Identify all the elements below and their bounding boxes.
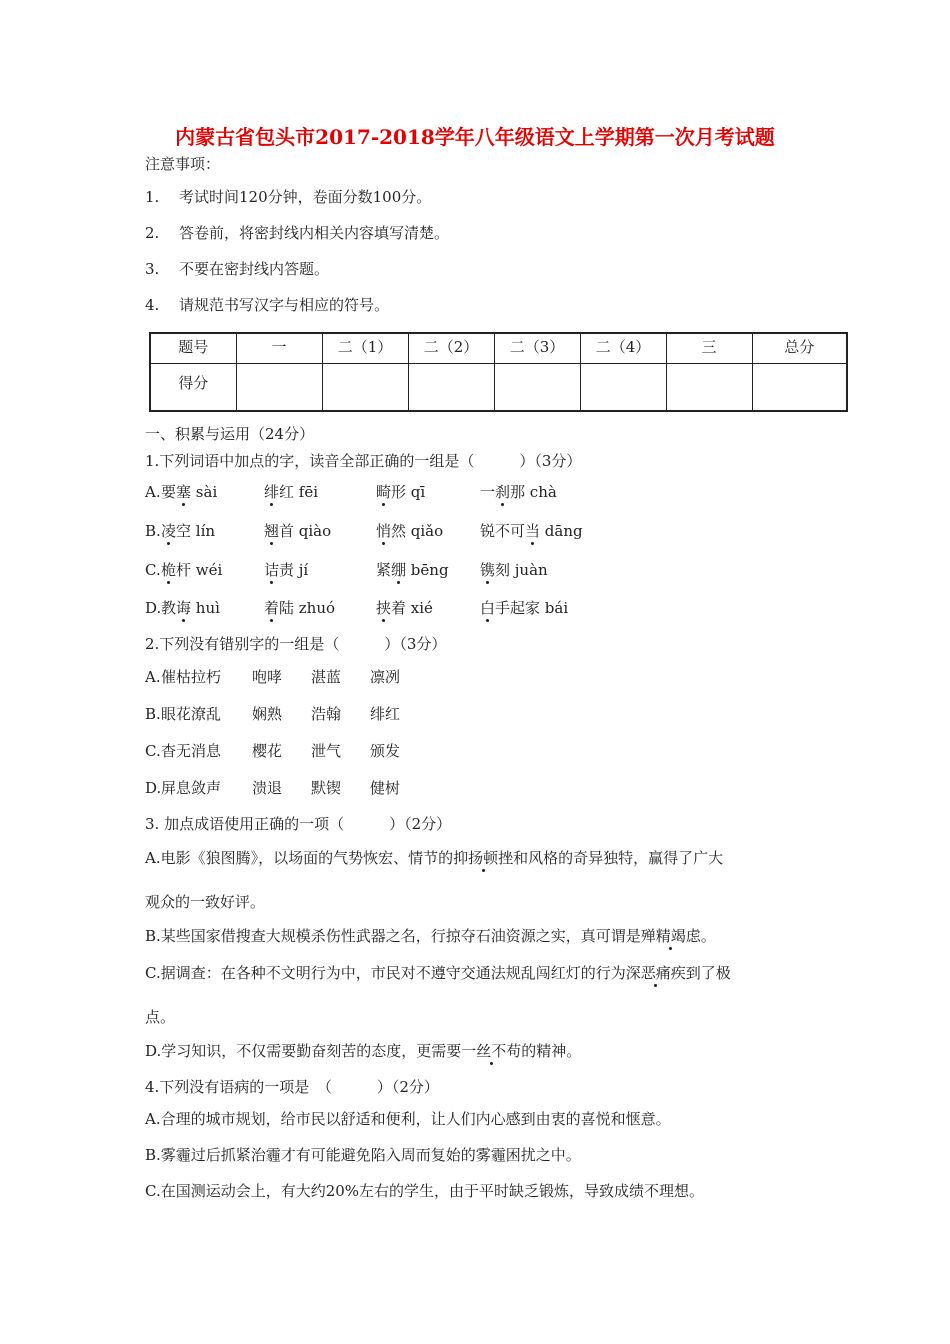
option-item: 凌空 lín: [161, 522, 216, 540]
option-label: B.: [145, 522, 161, 540]
q4-option-b: B.雾霾过后抓紧治霾才有可能避免陷入周而复始的雾霾困扰之中。: [145, 1146, 581, 1164]
score-cell[interactable]: [236, 363, 322, 411]
option-item: 畸形 qī: [376, 483, 426, 501]
table-header-cell: 二（3）: [494, 333, 580, 363]
option-item: 着陆 zhuó: [264, 599, 336, 617]
option-item: 绯红: [370, 705, 401, 723]
option-item: 樱花: [252, 742, 283, 760]
option-label: A.: [145, 668, 161, 686]
question-1-stem: 1.下列词语中加点的字，读音全部正确的一组是（ ）（3分）: [145, 452, 582, 470]
option-item: 悄然 qiǎo: [376, 522, 444, 540]
question-4-stem: 4.下列没有语病的一项是 （ ）（2分）: [145, 1078, 439, 1096]
option-label: D.: [145, 599, 162, 617]
option-item: 一刹那 chà: [480, 483, 557, 501]
table-header-cell: 题号: [150, 333, 236, 363]
q4-option-a: A.合理的城市规划，给市民以舒适和便利，让人们内心感到由衷的喜悦和惬意。: [145, 1110, 671, 1128]
q3-option-a: A.电影《狼图腾》，以场面的气势恢宏、情节的抑扬顿挫和风格的奇异独特，赢得了广大: [145, 849, 724, 867]
option-item: 锐不可当 dāng: [480, 522, 583, 540]
notice-item: 1. 考试时间120分钟，卷面分数100分。: [145, 188, 432, 206]
option-item: 镌刻 juàn: [480, 561, 548, 579]
option-label: B.: [145, 705, 161, 723]
question-3-stem: 3. 加点成语使用正确的一项（ ）（2分）: [145, 815, 452, 833]
option-label: A.: [145, 483, 161, 501]
option-item: 颁发: [370, 742, 401, 760]
page-title: 内蒙古省包头市2017-2018学年八年级语文上学期第一次月考试题: [175, 125, 775, 149]
q3-option-c-continued: 点。: [145, 1008, 176, 1026]
table-row-label: 得分: [150, 363, 236, 411]
option-item: 桅杆 wéi: [161, 561, 223, 579]
table-header-cell: 总分: [752, 333, 847, 363]
q3-option-b: B.某些国家借搜查大规模杀伤性武器之名，行掠夺石油资源之实，真可谓是殚精竭虑。: [145, 927, 716, 945]
table-header-cell: 一: [236, 333, 322, 363]
option-item: 咆哮: [252, 668, 283, 686]
table-header-cell: 二（2）: [408, 333, 494, 363]
option-item: 眼花潦乱: [161, 705, 222, 723]
option-item: 健树: [370, 779, 401, 797]
option-item: 屏息敛声: [161, 779, 222, 797]
notice-item: 3. 不要在密封线内答题。: [145, 260, 330, 278]
option-item: 泄气: [311, 742, 342, 760]
score-table-score-row: [150, 363, 847, 411]
q3-option-a-continued: 观众的一致好评。: [145, 893, 266, 911]
score-cell[interactable]: [666, 363, 752, 411]
section-heading: 一、积累与运用（24分）: [145, 425, 315, 443]
notice-item: 4. 请规范书写汉字与相应的符号。: [145, 296, 390, 314]
option-item: 教诲 huì: [161, 599, 220, 617]
option-item: 白手起家 bái: [480, 599, 569, 617]
option-label: C.: [145, 742, 161, 760]
option-item: 杳无消息: [161, 742, 222, 760]
option-item: 催枯拉朽: [161, 668, 222, 686]
score-table-header-row: [150, 333, 847, 363]
option-item: 娴熟: [252, 705, 283, 723]
score-cell[interactable]: [580, 363, 666, 411]
option-item: 挟着 xié: [376, 599, 433, 617]
notice-heading: 注意事项：: [145, 155, 221, 173]
option-label: D.: [145, 779, 162, 797]
q4-option-c: C.在国测运动会上，有大约20%左右的学生，由于平时缺乏锻炼，导致成绩不理想。: [145, 1182, 705, 1200]
table-header-cell: 二（4）: [580, 333, 666, 363]
option-item: 凛冽: [370, 668, 401, 686]
question-2-stem: 2.下列没有错别字的一组是（ ）（3分）: [145, 635, 447, 653]
option-item: 绯红 fēi: [264, 483, 319, 501]
option-item: 默锲: [311, 779, 342, 797]
option-item: 诘责 jí: [264, 561, 309, 579]
table-header-cell: 二（1）: [322, 333, 408, 363]
option-item: 浩翰: [311, 705, 342, 723]
option-item: 溃退: [252, 779, 283, 797]
option-item: 翘首 qiào: [264, 522, 332, 540]
score-cell[interactable]: [752, 363, 847, 411]
table-header-cell: 三: [666, 333, 752, 363]
score-cell[interactable]: [408, 363, 494, 411]
q3-option-c: C.据调查：在各种不文明行为中，市民对不遵守交通法规乱闯红灯的行为深恶痛疾到了极: [145, 964, 731, 982]
option-label: C.: [145, 561, 161, 579]
notice-item: 2. 答卷前，将密封线内相关内容填写清楚。: [145, 224, 450, 242]
score-cell[interactable]: [494, 363, 580, 411]
q3-option-d: D.学习知识，不仅需要勤奋刻苦的态度，更需要一丝不苟的精神。: [145, 1042, 582, 1060]
option-item: 要塞 sài: [161, 483, 218, 501]
option-item: 湛蓝: [311, 668, 342, 686]
score-table: [149, 332, 848, 412]
option-item: 紧绷 bēng: [376, 561, 449, 579]
score-cell[interactable]: [322, 363, 408, 411]
